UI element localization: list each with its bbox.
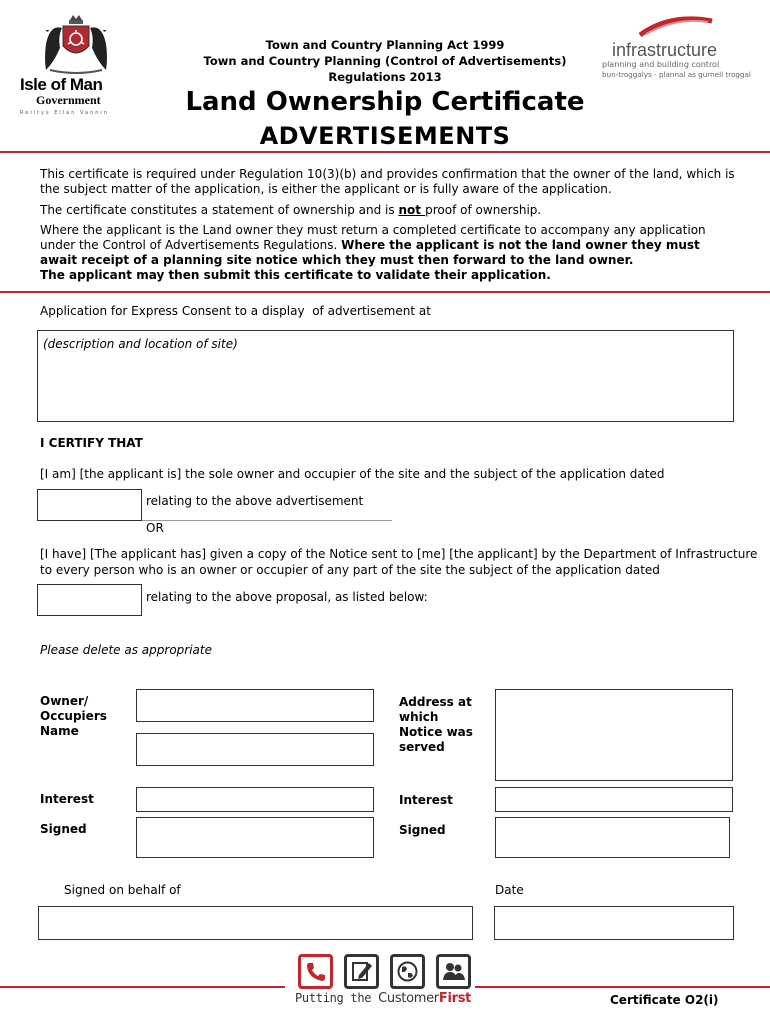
- statement-2-line2: to every person who is an owner or occupier of any part of the site the subject of the application dated: [40, 563, 660, 577]
- intro-paragraph-2: [40, 203, 740, 218]
- dept-sub1: planning and building control: [602, 60, 720, 69]
- intro-paragraph-3: [40, 223, 740, 283]
- address-label-line: Address at: [399, 695, 472, 709]
- signed-label-left: Signed: [40, 822, 87, 836]
- signed-behalf-label: Signed on behalf of: [64, 883, 181, 897]
- tagline-prefix: Putting the: [295, 991, 379, 1005]
- relating-2: relating to the above proposal, as listed below:: [146, 590, 428, 604]
- phone-icon: [298, 954, 333, 989]
- intro-p2-not: not: [398, 203, 426, 217]
- signed-label-right: Signed: [399, 823, 446, 837]
- divider-line: [0, 151, 770, 153]
- act-line: Regulations 2013: [328, 70, 442, 84]
- date-label: Date: [495, 883, 524, 897]
- address-served-field[interactable]: [495, 689, 733, 781]
- application-date-field-1[interactable]: [37, 489, 142, 521]
- address-label-line: which: [399, 710, 439, 724]
- date-field[interactable]: [494, 906, 734, 940]
- owner-label-line: Occupiers: [40, 709, 107, 723]
- dept-sub2: bun-troggalys - plannal as gurnell troggal: [602, 70, 751, 79]
- address-label-line: Notice was: [399, 725, 473, 739]
- owner-name-field-1[interactable]: [136, 689, 374, 722]
- address-label: [399, 695, 473, 755]
- edit-form-icon: [344, 954, 379, 989]
- signed-field-left[interactable]: [136, 817, 374, 858]
- intro-p3-normal: Where the applicant is the Land owner they must return a completed certificate to accompany any application under the Control of Advertisements Regulations.: [40, 223, 706, 252]
- statement-1: [I am] [the applicant is] the sole owner and occupier of the site and the subject of the application dated: [40, 467, 665, 481]
- interest-field-right[interactable]: [495, 787, 733, 812]
- relating-1: relating to the above advertisement: [146, 494, 364, 508]
- tagline-brand-2: First: [438, 991, 472, 1006]
- intro-p2-before: The certificate constitutes a statement of ownership and is: [40, 203, 399, 217]
- intro-p3-bold: Where the applicant is not the land owner they must await receipt of a planning site notice which they must then forward to the land owner.: [40, 238, 700, 267]
- application-date-field-2[interactable]: [37, 584, 142, 616]
- intro-p4-bold: The applicant may then submit this certificate to validate their application.: [40, 268, 551, 282]
- footer-line-right: [475, 986, 770, 988]
- gov-motto: Reiltys Ellan Vannin: [20, 110, 109, 116]
- gov-name-line2: Government: [36, 93, 101, 107]
- interest-label-right: Interest: [399, 793, 453, 807]
- interest-field-left[interactable]: [136, 787, 374, 812]
- owner-label: [40, 694, 107, 739]
- relating-1-underline: [142, 520, 392, 521]
- dept-logo: [598, 15, 751, 79]
- certificate-id: Certificate O2(i): [610, 993, 719, 1007]
- swoosh-icon: [598, 15, 748, 37]
- intro-paragraph-1: This certificate is required under Regulation 10(3)(b) and provides confirmation that the owner of the land, which is the subject matter of the application, is either the applicant or is fully aware of the application.: [40, 167, 735, 196]
- people-icon: [436, 954, 471, 989]
- interest-label-left: Interest: [40, 792, 94, 806]
- or-label: OR: [146, 521, 164, 535]
- dept-name: infrastructure: [612, 40, 718, 60]
- page-title: Land Ownership Certificate: [185, 87, 585, 117]
- act-line: Town and Country Planning (Control of Advertisements): [203, 54, 567, 68]
- act-line: Town and Country Planning Act 1999: [265, 38, 505, 52]
- delete-note: Please delete as appropriate: [40, 643, 212, 657]
- footer-line-left: [0, 986, 285, 988]
- owner-name-field-2[interactable]: [136, 733, 374, 766]
- globe-icon: [390, 954, 425, 989]
- site-description-field[interactable]: [37, 330, 734, 422]
- divider-line: [0, 291, 770, 293]
- gov-crest: [36, 14, 116, 76]
- page-subtitle: ADVERTISEMENTS: [259, 122, 511, 150]
- address-label-line: served: [399, 740, 445, 754]
- signed-behalf-field[interactable]: [38, 906, 473, 940]
- footer-tagline: [295, 991, 471, 1006]
- act-references: [180, 37, 590, 85]
- express-consent-label: Application for Express Consent to a display of advertisement at: [40, 304, 431, 318]
- owner-label-line: Owner/: [40, 694, 89, 708]
- certify-heading: I CERTIFY THAT: [40, 436, 143, 450]
- gov-name-line1: Isle of Man: [20, 75, 103, 94]
- owner-label-line: Name: [40, 724, 79, 738]
- statement-2-line1: [I have] [The applicant has] given a copy of the Notice sent to [me] [the applicant] by the Department of Infrastructure: [40, 547, 758, 561]
- tagline-brand-1: Customer: [378, 991, 439, 1006]
- intro-p2-after: proof of ownership.: [425, 203, 542, 217]
- site-description-placeholder: (description and location of site): [43, 337, 238, 351]
- signed-field-right[interactable]: [495, 817, 730, 858]
